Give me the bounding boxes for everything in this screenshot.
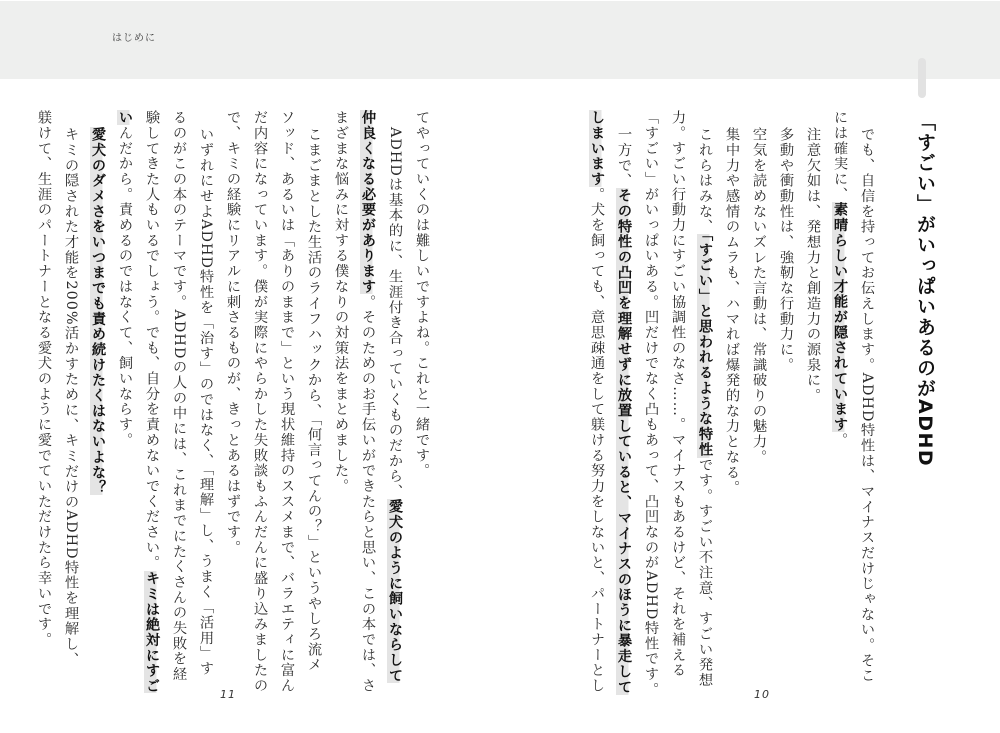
- text-column: [327, 110, 354, 670]
- reader-header-bar: [0, 0, 1000, 79]
- body-text: で、キミの経験にリアルに刺さるものが、きっとあるはずです。: [225, 110, 241, 556]
- body-text: です。すごい不注意、すごい発想: [697, 457, 713, 688]
- body-text: には確実に、: [832, 110, 848, 203]
- body-text: 力。すごい行動力にすごい協調性のなさ……。マイナスもあるけど、それを補える: [670, 110, 686, 678]
- text-column: [799, 110, 826, 670]
- text-column: [300, 110, 327, 673]
- text-column: [637, 110, 664, 698]
- section-title: 「すごい」がいっぱいあるのがADHD: [914, 112, 936, 468]
- body-text: 空気を読めないズレた言動は、常識破りの魅力。: [751, 127, 767, 465]
- body-text: んだから。責めるのではなくて、飼いならす。: [117, 125, 133, 448]
- text-column: [219, 110, 246, 670]
- body-text: 集中力や感情のムラも、ハマれば爆発的な力となる。: [724, 127, 740, 496]
- text-column: [853, 110, 880, 684]
- body-text: 「すごい」がいっぱいある。凹だけでなく凸もあって、凸凹なのがADHD特性です。: [643, 110, 659, 698]
- text-column: [354, 110, 381, 694]
- highlighted-phrase: 素晴らしい才能が隠されています: [832, 202, 848, 433]
- highlighted-phrase: キミは絶対にすご: [144, 570, 160, 694]
- highlighted-phrase: 仲良くなる必要があります: [360, 110, 376, 295]
- text-column: [745, 110, 772, 670]
- left-page-body: [30, 110, 435, 694]
- page-number-left: 11: [220, 688, 236, 701]
- text-column: [718, 110, 745, 670]
- left-page: [36, 110, 435, 694]
- body-text: 。そのためのお手伝いができたらと思い、この本では、さ: [360, 294, 376, 694]
- body-text: 。犬を飼っても、意思疎通をして躾ける努力をしないと、パートナーとし: [589, 186, 605, 694]
- highlighted-phrase: しまいます: [589, 110, 605, 187]
- text-column: [610, 110, 637, 695]
- text-column: [664, 110, 691, 678]
- body-text: こまごまとした生活のライフハックから、「何言ってんの？」というやしろ流メ: [306, 127, 322, 673]
- text-column: [691, 110, 718, 688]
- body-text: これらはみな、: [697, 127, 713, 235]
- text-column: [273, 110, 300, 694]
- scroll-handle[interactable]: [918, 58, 926, 98]
- text-column: [30, 110, 57, 670]
- text-column: [165, 110, 192, 682]
- body-text: てやっていくのは難しいですよね。これと一緒です。: [414, 110, 430, 479]
- highlighted-phrase: い: [117, 110, 133, 126]
- body-text: 。: [832, 432, 848, 448]
- body-text: 注意欠如は、発想力と創造力の源泉に。: [805, 127, 821, 404]
- body-text: 一方で、: [616, 127, 632, 189]
- body-text: 躾けて、生涯のパートナーとなる愛犬のように愛でていただけたら幸いです。: [36, 110, 52, 648]
- body-text: るのがこの本のテーマです。ADHDの人の中には、これまでにたくさんの失敗を経: [171, 110, 187, 682]
- text-column: [583, 110, 610, 694]
- highlighted-phrase: その特性の凸凹を理解せずに放置していると、マイナスのほうに暴走して: [616, 188, 632, 695]
- body-text: まざまな悩みに対する僕なりの対策法をまとめました。: [333, 110, 349, 494]
- body-text: キミの隠された才能を200%活かすために、キミだけのADHD特性を理解し、: [63, 127, 79, 668]
- body-text: 多動や衝動性は、強靭な行動力に。: [778, 127, 794, 373]
- text-column: [84, 110, 111, 670]
- text-column: [826, 110, 853, 670]
- highlighted-phrase: 「すごい」と思われるような特性: [697, 234, 713, 458]
- body-text: 験してきた人もいるでしょう。でも、自分を責めないでください。: [144, 110, 160, 571]
- text-column: [111, 110, 138, 670]
- body-text: ソッド、あるいは「ありのままで」という現状維持のススメまで、バラエティに富ん: [279, 110, 295, 694]
- body-text: でも、自信を持ってお伝えします。ADHD特性は、マイナスだけじゃない。そこ: [859, 127, 875, 684]
- text-column: [408, 110, 435, 670]
- body-text: だ内容になっています。僕が実際にやらかした失敗談もふんだんに盛り込みましたの: [252, 110, 268, 694]
- text-column: [192, 110, 219, 677]
- text-column: [246, 110, 273, 694]
- highlighted-phrase: 愛犬のように飼いならして: [387, 499, 403, 684]
- page-number-right: 10: [754, 688, 770, 701]
- body-text: ADHDは基本的に、生涯付き合っていくものだから、: [387, 127, 403, 500]
- highlighted-phrase: 愛犬のダメさをいつまでも責め続けたくはないよな？: [90, 127, 106, 496]
- text-column: [57, 110, 84, 670]
- body-text: いずれにせよADHD特性を「治す」のではなく、「理解」し、うまく「活用」す: [198, 127, 214, 677]
- text-column: [138, 110, 165, 694]
- running-head: はじめに: [112, 33, 156, 44]
- text-column: [772, 110, 799, 670]
- text-column: [381, 110, 408, 684]
